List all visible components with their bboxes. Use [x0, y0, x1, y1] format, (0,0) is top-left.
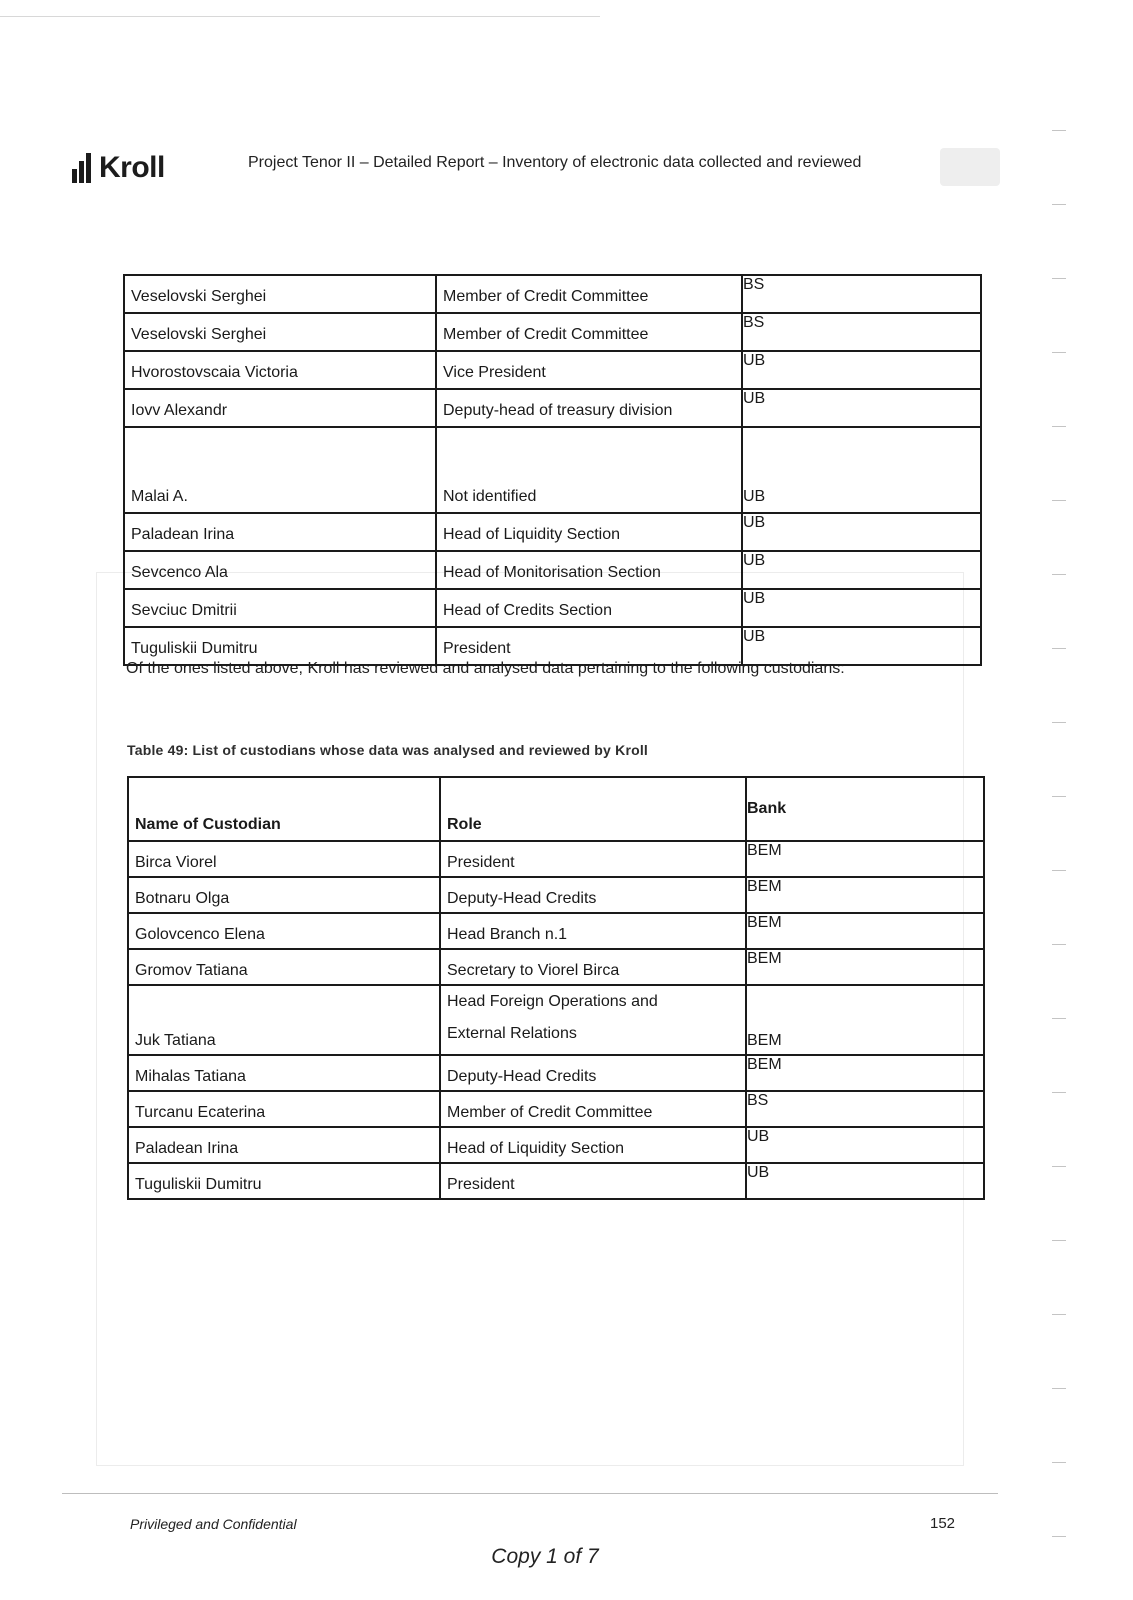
custodian-name-cell: Juk Tatiana [128, 985, 440, 1055]
custodian-name-cell: Golovcenco Elena [128, 913, 440, 949]
role-cell: Deputy-head of treasury division [436, 389, 742, 427]
bank-cell: UB [742, 351, 981, 389]
custodian-name-cell: Veselovski Serghei [124, 313, 436, 351]
role-cell: Head Branch n.1 [440, 913, 746, 949]
bank-cell: UB [742, 389, 981, 427]
role-cell: Not identified [436, 427, 742, 513]
table-row [128, 985, 984, 1055]
bank-cell: BS [742, 313, 981, 351]
table-row [124, 551, 981, 589]
role-cell: Deputy-Head Credits [440, 877, 746, 913]
role-cell: Secretary to Viorel Birca [440, 949, 746, 985]
bank-cell: BEM [746, 877, 984, 913]
custodian-name-cell: Turcanu Ecaterina [128, 1091, 440, 1127]
role-line: External Relations [447, 1025, 577, 1042]
bank-cell: BEM [746, 841, 984, 877]
custodian-name-cell: Paladean Irina [124, 513, 436, 551]
column-header-role: Role [440, 777, 746, 841]
custodian-name-cell: Sevciuc Dmitrii [124, 589, 436, 627]
scan-artifact-line [0, 16, 600, 17]
custodian-name-cell: Mihalas Tatiana [128, 1055, 440, 1091]
table-header-row [128, 777, 984, 841]
role-cell: President [440, 1163, 746, 1199]
bank-cell: BEM [746, 913, 984, 949]
role-cell: Member of Credit Committee [436, 275, 742, 313]
bank-cell: BEM [746, 1055, 984, 1091]
table-caption: Table 49: List of custodians whose data was analysed and reviewed by Kroll [127, 742, 649, 758]
kroll-logo [72, 150, 165, 186]
custodian-name-cell: Tuguliskii Dumitru [128, 1163, 440, 1199]
table-row [128, 1163, 984, 1199]
logo-text: Kroll [99, 151, 165, 184]
column-header-bank: Bank [746, 777, 984, 841]
body-paragraph: Of the ones listed above, Kroll has reviewed and analysed data pertaining to the following custodians: [126, 660, 845, 677]
custodian-name-cell: Iovv Alexandr [124, 389, 436, 427]
table-row [124, 389, 981, 427]
role-cell [440, 985, 746, 1055]
table-row [124, 275, 981, 313]
bank-cell: BEM [746, 949, 984, 985]
table-row [124, 351, 981, 389]
role-cell: President [440, 841, 746, 877]
table-row [128, 949, 984, 985]
bank-cell: UB [746, 1127, 984, 1163]
role-cell: Head of Credits Section [436, 589, 742, 627]
custodian-name-cell: Birca Viorel [128, 841, 440, 877]
custodian-name-cell: Malai A. [124, 427, 436, 513]
bank-cell: BS [746, 1091, 984, 1127]
role-cell: President [436, 627, 742, 665]
header-title: Project Tenor II – Detailed Report – Inventory of electronic data collected and reviewed [248, 154, 862, 171]
table-row [124, 513, 981, 551]
custodian-list-continued-table [123, 274, 982, 666]
table-row [128, 913, 984, 949]
role-cell: Head of Monitorisation Section [436, 551, 742, 589]
table-row [128, 1091, 984, 1127]
confidentiality-notice: Privileged and Confidential [130, 1516, 297, 1532]
bank-cell: UB [742, 589, 981, 627]
copy-number-mark: Copy 1 of 7 [491, 1545, 599, 1568]
bank-cell: UB [742, 627, 981, 665]
table-row [128, 877, 984, 913]
custodian-name-cell: Gromov Tatiana [128, 949, 440, 985]
role-cell: Member of Credit Committee [436, 313, 742, 351]
column-header-name: Name of Custodian [128, 777, 440, 841]
role-cell: Deputy-Head Credits [440, 1055, 746, 1091]
table-row [128, 1055, 984, 1091]
bank-cell: BEM [746, 985, 984, 1055]
role-cell: Vice President [436, 351, 742, 389]
footer-divider [62, 1493, 998, 1494]
bank-cell: UB [742, 427, 981, 513]
table-row [124, 427, 981, 513]
page-header [72, 146, 972, 190]
custodian-name-cell: Veselovski Serghei [124, 275, 436, 313]
bank-cell: BS [742, 275, 981, 313]
table-row [124, 313, 981, 351]
bank-cell: UB [746, 1163, 984, 1199]
custodian-name-cell: Botnaru Olga [128, 877, 440, 913]
kroll-logo-bars-icon [72, 153, 93, 183]
bank-cell: UB [742, 513, 981, 551]
reviewed-custodians-table [127, 776, 985, 1200]
bank-cell: UB [742, 551, 981, 589]
role-cell: Head of Liquidity Section [440, 1127, 746, 1163]
role-cell: Member of Credit Committee [440, 1091, 746, 1127]
page-number: 152 [930, 1515, 956, 1532]
custodian-name-cell: Sevcenco Ala [124, 551, 436, 589]
custodian-name-cell: Tuguliskii Dumitru [124, 627, 436, 665]
role-line: Head Foreign Operations and [447, 993, 658, 1010]
table-row [128, 1127, 984, 1163]
role-cell: Head of Liquidity Section [436, 513, 742, 551]
table-row [128, 841, 984, 877]
custodian-name-cell: Hvorostovscaia Victoria [124, 351, 436, 389]
table-row [124, 589, 981, 627]
custodian-name-cell: Paladean Irina [128, 1127, 440, 1163]
